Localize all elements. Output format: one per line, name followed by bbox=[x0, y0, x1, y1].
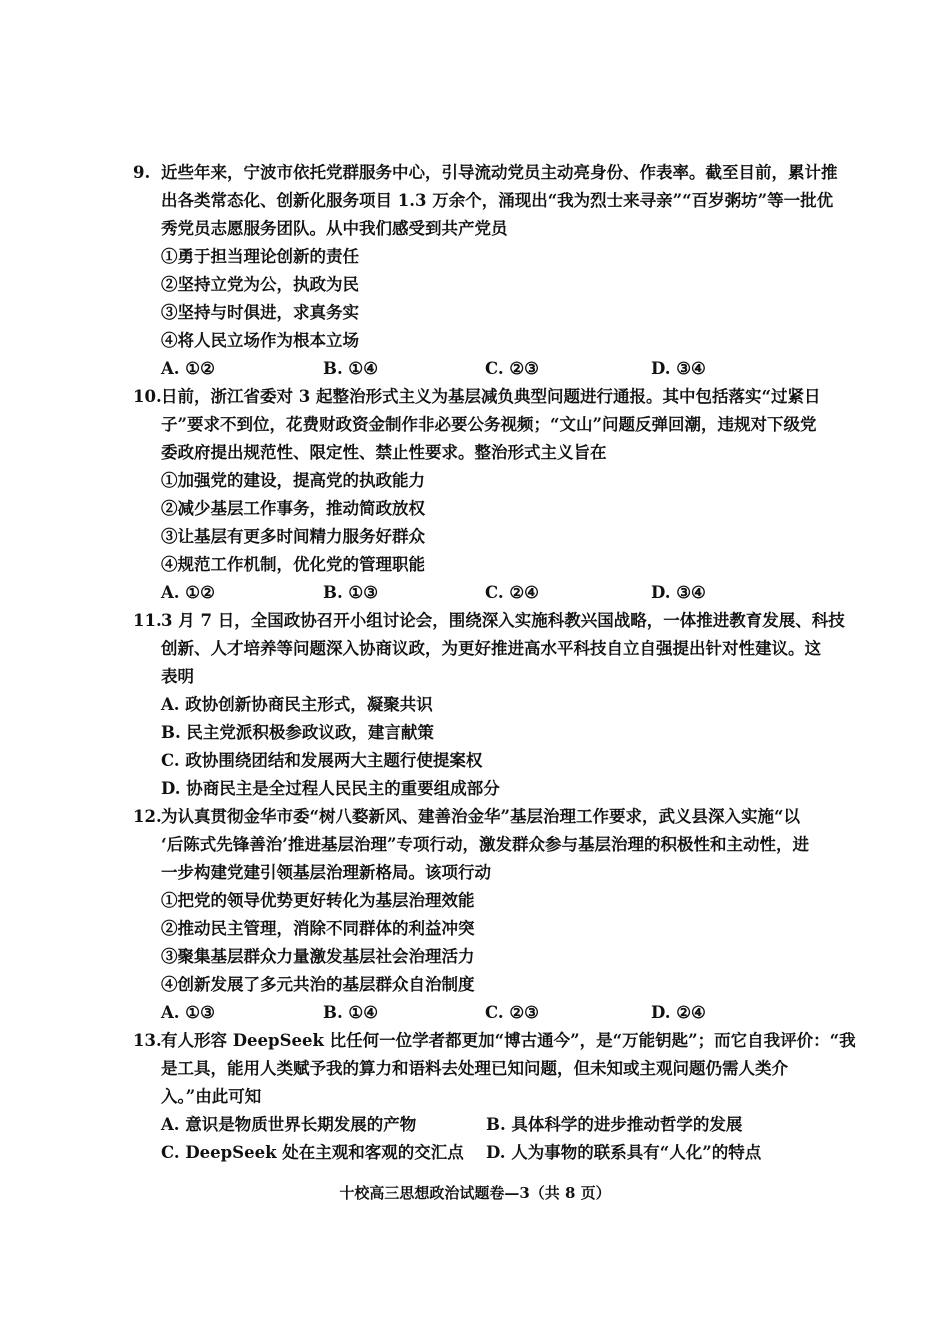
statement: ①加强党的建设，提高党的执政能力 bbox=[161, 471, 425, 490]
option-c: C. 政协围绕团结和发展两大主题行使提案权 bbox=[161, 751, 483, 770]
statement: ②减少基层工作事务，推动简政放权 bbox=[161, 499, 425, 518]
choice-c: C. ②④ bbox=[485, 583, 539, 602]
statement: ②坚持立党为公，执政为民 bbox=[161, 275, 359, 294]
question-stem-line: 创新、人才培养等问题深入协商议政，为更好推进高水平科技自立自强提出针对性建议。这 bbox=[161, 639, 821, 658]
question-stem-line: 表明 bbox=[161, 667, 194, 686]
choice-b: B. ①④ bbox=[323, 1003, 379, 1022]
option-b: B. 民主党派积极参政议政，建言献策 bbox=[161, 723, 434, 742]
statement: ③让基层有更多时间精力服务好群众 bbox=[161, 527, 425, 546]
question-stem-line: 为认真贯彻金华市委“树八婺新风、建善治金华”基层治理工作要求，武义县深入实施“以 bbox=[161, 807, 800, 826]
choice-a: A. ①② bbox=[161, 583, 215, 602]
statement: ②推动民主管理，消除不同群体的利益冲突 bbox=[161, 919, 475, 938]
choice-b: B. ①④ bbox=[323, 359, 379, 378]
choice-c: C. ②③ bbox=[485, 1003, 539, 1022]
question-stem-line: 子”要求不到位，花费财政资金制作非必要公务视频；“文山”问题反弹回潮，违规对下级党 bbox=[161, 415, 817, 434]
question-stem-line: ‘后陈式先锋善治’推进基层治理”专项行动，激发群众参与基层治理的积极性和主动性，进 bbox=[161, 835, 809, 854]
question-stem-line: 日前，浙江省委对 3 起整治形式主义为基层减负典型问题进行通报。其中包括落实“过紧日 bbox=[161, 387, 821, 406]
question-number: 11. bbox=[133, 611, 162, 630]
option-c: C. DeepSeek 处在主观和客观的交汇点 bbox=[161, 1143, 464, 1162]
question-number: 9. bbox=[133, 163, 151, 182]
question-stem-line: 有人形容 DeepSeek 比任何一位学者都更加“博古通今”，是“万能钥匙”；而它自我评价：“我 bbox=[161, 1031, 856, 1050]
question-stem-line: 3 月 7 日，全国政协召开小组讨论会，围绕深入实施科教兴国战略，一体推进教育发展、科技 bbox=[161, 611, 845, 630]
choice-d: D. ③④ bbox=[651, 583, 706, 602]
choice-c: C. ②③ bbox=[485, 359, 539, 378]
statement: ④将人民立场作为根本立场 bbox=[161, 331, 359, 350]
question-stem-line: 委政府提出规范性、限定性、禁止性要求。整治形式主义旨在 bbox=[161, 443, 607, 462]
statement: ④规范工作机制，优化党的管理职能 bbox=[161, 555, 425, 574]
question-stem-line: 是工具，能用人类赋予我的算力和语料去处理已知问题，但未知或主观问题仍需人类介 bbox=[161, 1059, 788, 1078]
option-d: D. 人为事物的联系具有“人化”的特点 bbox=[486, 1143, 762, 1162]
question-stem-line: 入。”由此可知 bbox=[161, 1087, 262, 1106]
option-b: B. 具体科学的进步推动哲学的发展 bbox=[486, 1115, 743, 1134]
choice-a: A. ①② bbox=[161, 359, 215, 378]
option-a: A. 意识是物质世界长期发展的产物 bbox=[161, 1115, 417, 1134]
question-number: 13. bbox=[133, 1031, 162, 1050]
page-footer: 十校高三思想政治试题卷—3（共 8 页） bbox=[339, 1184, 611, 1202]
question-stem-line: 近些年来，宁波市依托党群服务中心，引导流动党员主动亮身份、作表率。截至目前，累计推 bbox=[161, 163, 838, 182]
statement: ③聚集基层群众力量激发基层社会治理活力 bbox=[161, 947, 475, 966]
question-number: 10. bbox=[133, 387, 162, 406]
option-a: A. 政协创新协商民主形式，凝聚共识 bbox=[161, 695, 433, 714]
question-number: 12. bbox=[133, 807, 162, 826]
question-stem-line: 出各类常态化、创新化服务项目 1.3 万余个，涌现出“我为烈士来寻亲”“百岁粥坊”等一批优 bbox=[161, 191, 834, 210]
question-stem-line: 秀党员志愿服务团队。从中我们感受到共产党员 bbox=[161, 219, 508, 238]
choice-d: D. ③④ bbox=[651, 359, 706, 378]
choice-d: D. ②④ bbox=[651, 1003, 706, 1022]
statement: ④创新发展了多元共治的基层群众自治制度 bbox=[161, 975, 475, 994]
question-stem-line: 一步构建党建引领基层治理新格局。该项行动 bbox=[161, 863, 491, 882]
choice-a: A. ①③ bbox=[161, 1003, 215, 1022]
statement: ③坚持与时俱进，求真务实 bbox=[161, 303, 359, 322]
statement: ①勇于担当理论创新的责任 bbox=[161, 247, 359, 266]
option-d: D. 协商民主是全过程人民民主的重要组成部分 bbox=[161, 779, 500, 798]
choice-b: B. ①③ bbox=[323, 583, 379, 602]
statement: ①把党的领导优势更好转化为基层治理效能 bbox=[161, 891, 475, 910]
